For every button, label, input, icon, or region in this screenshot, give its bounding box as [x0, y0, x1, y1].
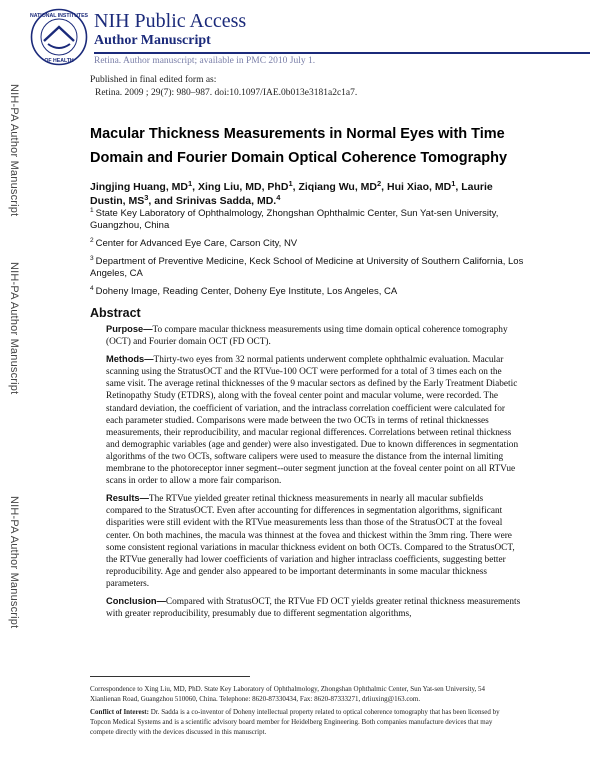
author-name: Jingjing Huang, MD — [90, 181, 188, 193]
section-text: Compared with StratusOCT, the RTVue FD OCT yields greater retinal thickness measurements with greater reproducibility, presumably due to different segmentation algorithms, — [106, 596, 521, 620]
nih-header — [30, 8, 590, 70]
abstract-conclusion — [106, 595, 522, 620]
availability-note: Retina. Author manuscript; available in PMC 2010 July 1. — [94, 56, 316, 66]
abstract-methods — [106, 353, 522, 487]
section-label: Conclusion— — [106, 595, 166, 606]
conflict-text: Dr. Sadda is a co-inventor of Doheny intellectual property related to optical coherence tomography that has been licensed by Topcon Medical Systems and is a scientific advisory board member for Heidelberg Engineering. Both companies manufacture devices that may compete directly with the devices discussed in this manuscript. — [90, 708, 500, 736]
author-sup: 4 — [276, 193, 281, 202]
author-name: Ziqiang Wu, MD — [298, 181, 377, 193]
conflict-note — [90, 707, 514, 737]
article-title: Macular Thickness Measurements in Normal Eyes with Time Domain and Fourier Domain Optical Coherence Tomography — [90, 126, 508, 166]
side-label-3: NIH-PA Author Manuscript — [8, 496, 20, 629]
author-sup: 2 — [377, 179, 382, 188]
author-name: Srinivas Sadda, MD. — [175, 195, 277, 207]
citation: Retina. 2009 ; 29(7): 980–987. doi:10.1097/IAE.0b013e3181a2c1a7. — [95, 88, 358, 98]
affiliation-text: Doheny Image, Reading Center, Doheny Eye Institute, Los Angeles, CA — [95, 286, 398, 297]
affiliation-num: 3 — [90, 255, 94, 262]
author-sup: 3 — [144, 193, 149, 202]
affiliation-text: State Key Laboratory of Ophthalmology, Zhongshan Ophthalmic Center, Sun Yat-sen University, Guangzhou, China — [90, 208, 499, 231]
section-label: Methods— — [106, 354, 154, 365]
section-label: Results— — [106, 493, 149, 504]
published-label: Published in final edited form as: — [90, 75, 217, 85]
affiliation-num: 2 — [90, 237, 94, 244]
author-sup: 1 — [288, 179, 293, 188]
footnotes — [90, 684, 514, 740]
author-sup: 1 — [188, 179, 193, 188]
correspondence-note: Correspondence to Xing Liu, MD, PhD. State Key Laboratory of Ophthalmology, Zhongshan Ophthalmic Center, Sun Yat-sen University, 54 Xianlienan Road, Guangzhou 510060, China. Telephone: 8620-87330434, Fax: 8620-87333271, drliuxing@163.com. — [90, 685, 486, 703]
affiliations — [90, 208, 530, 304]
publication-info — [90, 74, 357, 100]
affiliation-num: 4 — [90, 285, 94, 292]
side-label-1: NIH-PA Author Manuscript — [8, 84, 20, 217]
header-rule — [94, 52, 590, 54]
author-sup: 1 — [451, 179, 456, 188]
abstract-results — [106, 492, 522, 590]
abstract-purpose — [106, 323, 522, 348]
affiliation-text: Center for Advanced Eye Care, Carson City, NV — [95, 238, 298, 249]
author-list: Jingjing Huang, $MD^1$, Xing Liu, MD, PhD$^1$, Ziqiang Wu, $MD^2$, Hui Xiao, $MD^1$, Laurie Dustin, $MS^3$, and Srinivas Sadda, MD.$^4$ — [90, 179, 493, 207]
svg-text:NATIONAL INSTITUTES: NATIONAL INSTITUTES — [30, 13, 88, 19]
abstract-body — [106, 323, 522, 625]
section-text: Thirty-two eyes from 32 normal patients underwent complete ophthalmic evaluation. Macular scanning using the StratusOCT and the RTVue-100 OCT were performed for a total of 3 times each on the same visit. The average retinal thicknesses of the 9 macular sectors as defined by the Early Treatment Diabetic Retinopathy Study (ETDRS), along with the foveal center point and macular volume, were recorded. The standard deviation, the coefficient of variation, and the intraclass correlation coefficient were calculated for each parameter studied. Comparisons were made between the two OCTs in terms of retinal thicknesses measurements, their reproducibility, and macular regional differences. Correlations between retinal thickness and demographic variables (age and gender) were also investigated. Due to known differences in segmentation algorithms of the two OCTs, software calipers were used to measure the distance from the internal limiting membrane to the photoreceptor inner segment--outer segment junction at the foveal center point on all RTVue scans in order to allow a more fair comparison. — [106, 355, 519, 487]
affiliation-item — [90, 256, 530, 280]
footnote-rule — [90, 676, 250, 677]
affiliation-num: 1 — [90, 207, 94, 214]
hhs-seal-icon — [30, 8, 88, 66]
author-name: Hui Xiao, MD — [387, 181, 452, 193]
section-label: Purpose— — [106, 324, 153, 334]
nih-public-access-title: NIH Public Access — [94, 10, 247, 32]
abstract-heading: Abstract — [90, 306, 141, 320]
svg-text:OF HEALTH: OF HEALTH — [44, 58, 74, 64]
author-manuscript-label: Author Manuscript — [94, 33, 211, 48]
affiliation-item — [90, 238, 530, 250]
affiliation-text: Department of Preventive Medicine, Keck School of Medicine at University of Southern California, Los Angeles, CA — [90, 256, 524, 279]
author-name: Xing Liu, MD, PhD — [198, 181, 289, 193]
section-text: To compare macular thickness measurements using time domain optical coherence tomography (OCT) and Fourier domain OCT (FD OCT). — [106, 325, 508, 348]
side-label-2: NIH-PA Author Manuscript — [8, 262, 20, 395]
section-text: The RTVue yielded greater retinal thickness measurements in nearly all macular subfields compared to the StratusOCT. Even after accounting for differences in segmentation algorithms, significant disparities were still evident with the RTVue measurements less than those of the StratusOCT at the foveal center. On both machines, the macula was thinnest at the fovea and thickest within the 3mm ring. There were some consistent regional variations in macular thickness evident on both OCTs. Compared to the StratusOCT, the RTVue generally had lower coefficients of variation and higher intraclass coefficients, suggesting better reproducibility. Age and gender also appeared to be important determinants in some macular thickness parameters. — [106, 494, 515, 589]
author-name: Laurie Dustin, MS — [90, 181, 493, 207]
affiliation-item — [90, 208, 530, 232]
affiliation-item — [90, 286, 530, 298]
conflict-label: Conflict of Interest: — [90, 708, 149, 716]
